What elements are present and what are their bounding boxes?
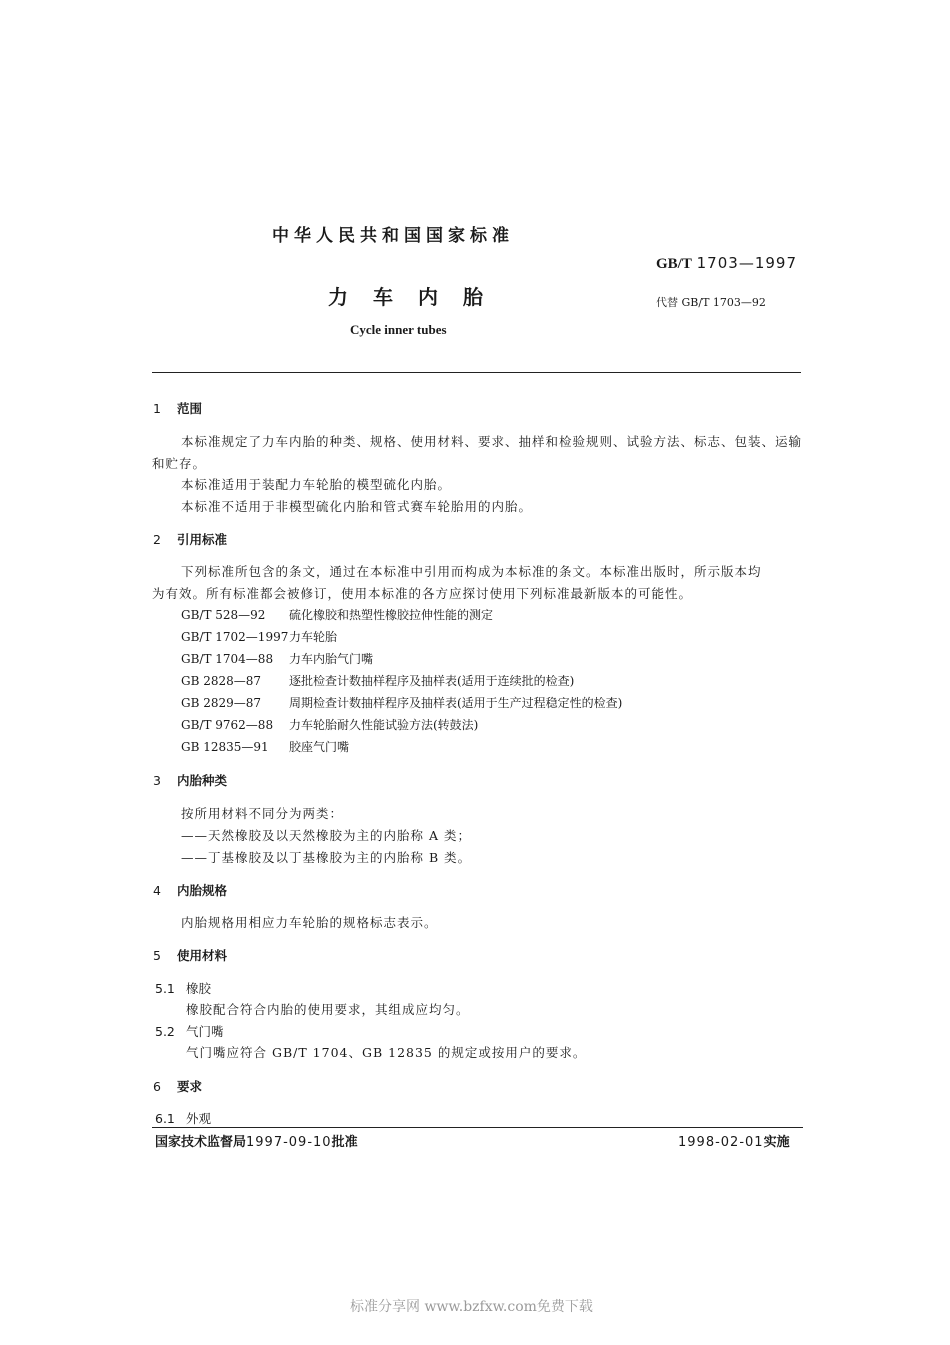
subsection-title: 橡胶 [186,981,212,996]
paragraph: 按所用材料不同分为两类： [181,806,344,821]
reference-code: GB/T 1702—1997 [181,630,289,644]
section-6-heading [153,1077,202,1095]
subsection-5-2-heading [155,1022,224,1040]
subsection-number: 5.2 [155,1024,175,1039]
section-number: 4 [153,883,161,898]
reference-title: 力车轮胎耐久性能试验方法(转鼓法) [289,718,479,732]
subsection-6-1-heading [155,1109,211,1127]
paragraph: 本标准不适用于非模型硫化内胎和管式赛车轮胎用的内胎。 [181,499,533,514]
reference-item [181,716,478,733]
reference-item [181,738,349,755]
section-title: 内胎种类 [177,773,228,788]
section-2-heading [153,530,227,548]
section-number: 2 [153,532,161,547]
reference-code: GB 12835—91 [181,740,269,754]
paragraph: 为有效。所有标准都会被修订，使用本标准的各方应探讨使用下列标准最新版本的可能性。 [152,586,693,601]
header-divider [152,372,801,373]
subsection-number: 6.1 [155,1111,175,1126]
section-1-heading [153,399,202,417]
reference-code: GB/T 1704—88 [181,652,274,666]
reference-title: 胶座气门嘴 [289,740,350,754]
reference-code: GB/T 528—92 [181,608,266,622]
standard-code [656,254,797,273]
document-title-en: Cycle inner tubes [350,322,447,337]
reference-code: GB 2829—87 [181,696,262,710]
list-item: ——天然橡胶及以天然橡胶为主的内胎称 A 类； [181,828,471,843]
watermark-text: 标准分享网 www.bzfxw.com免费下载 [350,1299,593,1315]
reference-item [181,694,622,711]
implementation-suffix: 实施 [763,1135,790,1150]
footer-divider [152,1127,803,1128]
section-number: 1 [153,401,161,416]
national-standard-heading: 中华人民共和国国家标准 [272,226,514,246]
reference-item [181,628,337,645]
section-3-heading [153,771,227,789]
paragraph: 和贮存。 [152,456,207,471]
section-title: 引用标准 [177,532,228,547]
approval-org: 国家技术监督局 [155,1135,247,1150]
section-title: 使用材料 [177,948,228,963]
reference-title: 周期检查计数抽样程序及抽样表(适用于生产过程稳定性的检查) [289,696,623,710]
subsection-5-1-heading [155,979,211,997]
section-number: 6 [153,1079,161,1094]
reference-title: 力车内胎气门嘴 [289,652,374,666]
paragraph: 内胎规格用相应力车轮胎的规格标志表示。 [181,915,438,930]
paragraph: 橡胶配合符合内胎的使用要求，其组成应均匀。 [186,1002,470,1017]
document-title-cn: 力车内胎 [328,285,508,309]
subsection-number: 5.1 [155,981,175,996]
replaces-note: 代替 GB/T 1703—92 [656,296,766,309]
section-title: 范围 [177,401,203,416]
section-number: 3 [153,773,161,788]
reference-item [181,672,574,689]
approval-suffix: 批准 [331,1135,358,1150]
paragraph: 气门嘴应符合 GB/T 1704、GB 12835 的规定或按用户的要求。 [186,1045,587,1060]
code-prefix: GB/T [656,256,692,272]
implementation-date: 1998-02-01 [678,1135,764,1150]
section-4-heading [153,881,227,899]
reference-item [181,606,493,623]
approval-line [155,1131,358,1150]
reference-code: GB 2828—87 [181,674,262,688]
section-title: 要求 [177,1079,203,1094]
section-5-heading [153,946,227,964]
list-item: ——丁基橡胶及以丁基橡胶为主的内胎称 B 类。 [181,850,472,865]
subsection-title: 气门嘴 [186,1024,224,1039]
paragraph: 本标准规定了力车内胎的种类、规格、使用材料、要求、抽样和检验规则、试验方法、标志、包装、运输 [181,434,803,449]
reference-title: 硫化橡胶和热塑性橡胶拉伸性能的测定 [289,608,494,622]
code-number: 1703—1997 [696,254,797,272]
reference-item [181,650,373,667]
reference-title: 力车轮胎 [289,630,338,644]
section-number: 5 [153,948,161,963]
reference-title: 逐批检查计数抽样程序及抽样表(适用于连续批的检查) [289,674,575,688]
section-title: 内胎规格 [177,883,228,898]
paragraph: 本标准适用于装配力车轮胎的模型硫化内胎。 [181,477,452,492]
reference-code: GB/T 9762—88 [181,718,274,732]
subsection-title: 外观 [186,1111,212,1126]
implementation-line [678,1131,790,1150]
approval-date: 1997-09-10 [246,1135,332,1150]
paragraph: 下列标准所包含的条文，通过在本标准中引用而构成为本标准的条文。本标准出版时，所示版本均 [181,564,762,579]
